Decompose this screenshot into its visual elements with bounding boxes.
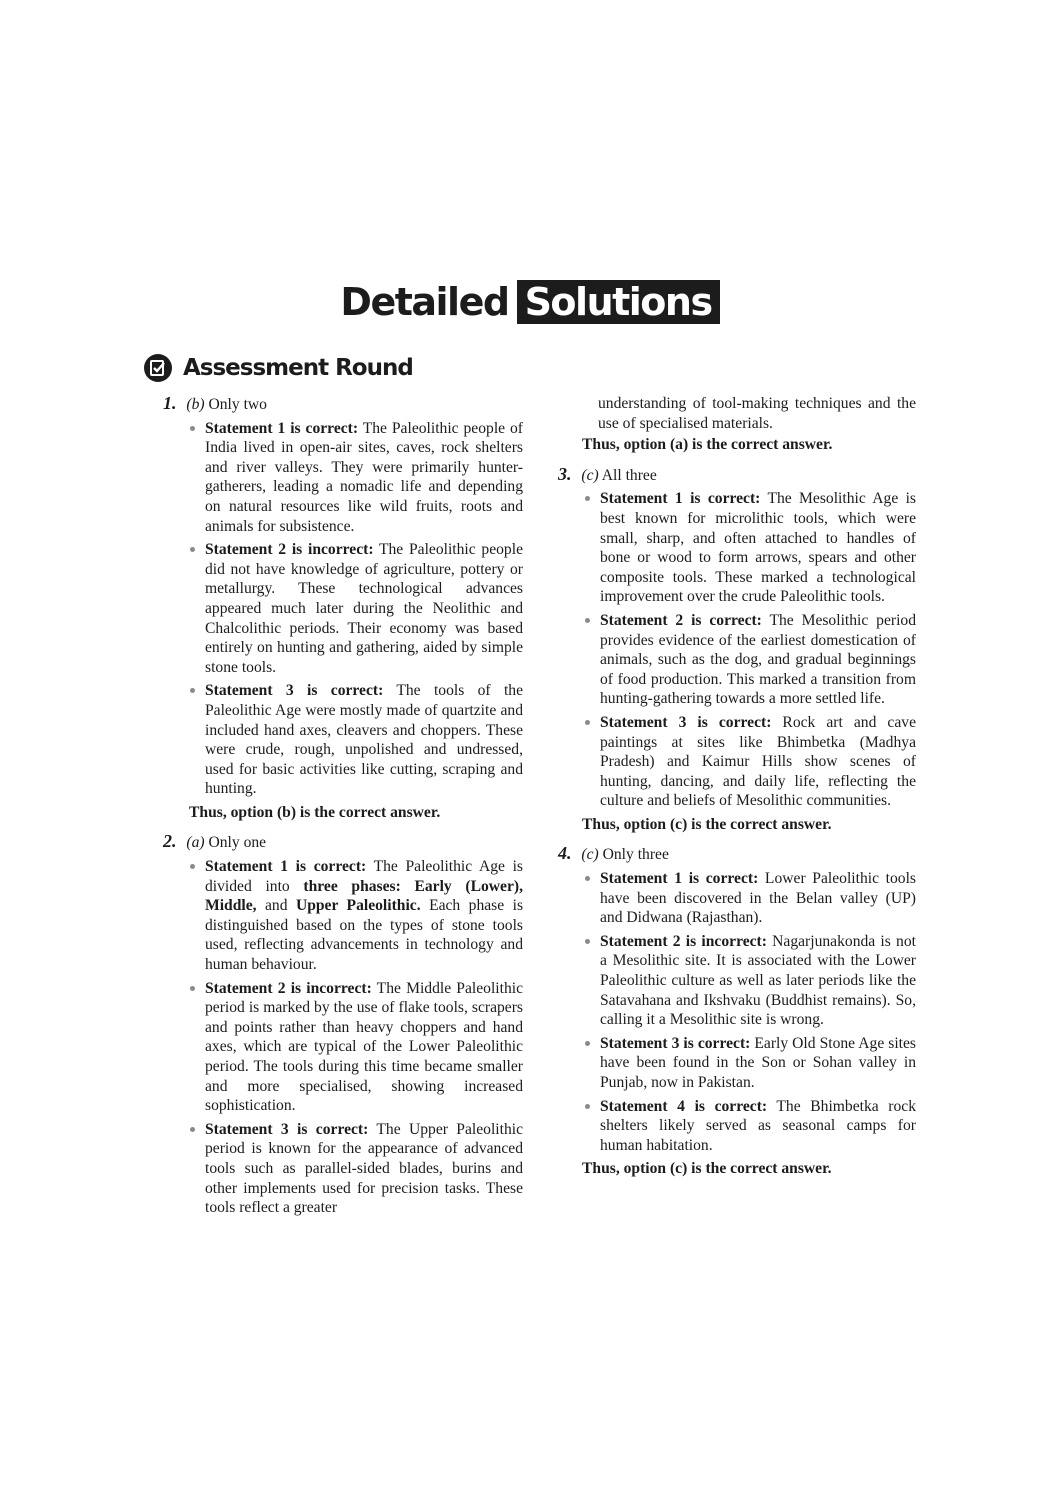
statement-text: The Middle Paleolithic period is marked by the use of flake tools, scrapers and points rather than heavy choppers and hand axes, which are typical of the Lower Paleolithic period. The tools during this time became smaller and more specialised, showing increased sophistication. <box>205 979 523 1115</box>
statement-text: The Mesolithic Age is best known for microlithic tools, which were small, sharp, and often attached to handles of bone or wood to form arrows, spears and other composite tools. These marked a technological improvement over the crude Paleolithic tools. <box>600 490 917 606</box>
statement-text: The Mesolithic period provides evidence of the earliest domestication of animals, such as the dog, and gradual beginnings of food production. This marked a transition from hunting-gathering towards a more settled life. <box>600 611 916 708</box>
answer-text: Only three <box>602 846 669 864</box>
answer-option: (c) <box>581 466 599 484</box>
question-number: 4. <box>558 843 572 864</box>
question-2-header <box>163 832 523 853</box>
list-item <box>600 611 916 709</box>
answer-text: Only one <box>208 834 267 852</box>
statement-text: The Paleolithic people did not have knowledge of agriculture, pottery or metallurgy. These technological advances appeared much later during the Neolithic and Chalcolithic periods. Their economy was based entirely on hunting and gathering, aided by simple stone tools. <box>205 541 523 676</box>
statement-text: and <box>256 897 296 915</box>
phases-bold: three phases: Early (Lower), Middle, <box>205 877 523 915</box>
upper-paleolithic-bold: Upper Paleolithic. <box>295 897 421 915</box>
statement-text: Nagarjunakonda is not a Mesolithic site. It is associated with the Lower Paleolithic culture as well as later periods like the Satavahana and Ikshvaku (Buddhist remains). So, calling it a Mesolithic site is wrong. <box>600 932 916 1029</box>
statement-label: Statement 1 is correct: <box>205 419 359 437</box>
list-item <box>205 1120 523 1218</box>
statement-label: Statement 2 is incorrect: <box>205 541 374 559</box>
question-number: 2. <box>163 831 177 852</box>
title-detailed: Detailed <box>340 280 509 324</box>
statement-label: Statement 3 is correct: <box>205 1120 369 1138</box>
list-item <box>205 681 523 799</box>
question-3 <box>558 465 916 835</box>
list-item <box>600 1034 916 1093</box>
section-title: Assessment Round <box>183 355 413 381</box>
answer-text: Only two <box>208 396 267 413</box>
statement-label: Statement 1 is correct: <box>600 490 761 508</box>
list-item <box>600 932 916 1030</box>
statement-label: Statement 1 is correct: <box>600 870 759 888</box>
checklist-icon <box>143 353 173 383</box>
statement-text: The Upper Paleolithic period is known for the appearance of advanced tools such as parallel-sided blades, burins and other implements used for precision tasks. These tools reflect a greater <box>205 1120 523 1217</box>
question-3-header <box>558 465 916 486</box>
list-item <box>600 713 916 811</box>
list-item <box>205 540 523 677</box>
statement-text: The Paleolithic people of India lived in open-air sites, caves, rock shelters and river valleys. They were primarily hunter-gatherers, leading a nomadic life and depending on natural resources like wild fruits, roots and animals for subsistence. <box>205 419 523 535</box>
question-number: 3. <box>558 463 572 484</box>
conclusion: Thus, option (a) is the correct answer. <box>582 436 833 454</box>
statement-label: Statement 2 is incorrect: <box>600 932 767 950</box>
statement-label: Statement 3 is correct: <box>600 713 772 731</box>
list-item <box>205 857 523 975</box>
conclusion: Thus, option (c) is the correct answer. <box>582 1160 832 1178</box>
question-number: 1. <box>163 393 177 413</box>
answer-option: (a) <box>186 834 205 852</box>
list-item <box>205 979 523 1116</box>
statement-list <box>163 419 523 799</box>
statement-label: Statement 4 is correct: <box>600 1097 768 1115</box>
left-column <box>163 394 523 1222</box>
list-item <box>205 419 523 537</box>
answer-option: (c) <box>581 846 599 864</box>
continued-text: understanding of tool-making techniques and the use of specialised materials. <box>598 395 916 432</box>
question-1-header <box>163 394 523 415</box>
statement-list <box>558 869 916 1155</box>
statement-label: Statement 3 is correct: <box>205 682 384 700</box>
statement-text: The Bhimbetka rock shelters likely served as seasonal camps for human habitation. <box>600 1097 916 1154</box>
statement-text: The Paleolithic Age is divided into <box>205 858 523 895</box>
statement-list <box>558 489 916 811</box>
statement-label: Statement 2 is incorrect: <box>205 979 372 997</box>
title-solutions: Solutions <box>517 280 720 324</box>
statement-text: Each phase is distinguished based on the types of stone tools used, reflecting advancements in technology and human behaviour. <box>205 897 524 974</box>
answer-text: All three <box>601 466 657 484</box>
section-header <box>143 350 413 386</box>
conclusion: Thus, option (b) is the correct answer. <box>189 803 441 821</box>
statement-label: Statement 1 is correct: <box>205 858 367 876</box>
question-4 <box>558 844 916 1179</box>
statement-label: Statement 2 is correct: <box>600 611 762 629</box>
list-item <box>600 489 916 607</box>
question-1 <box>163 394 523 822</box>
conclusion: Thus, option (c) is the correct answer. <box>582 815 832 833</box>
right-column <box>558 394 916 1189</box>
list-item <box>600 1097 916 1156</box>
statement-text: Lower Paleolithic tools have been discovered in the Belan valley (UP) and Didwana (Rajasthan). <box>600 870 916 927</box>
statement-label: Statement 3 is correct: <box>600 1034 751 1052</box>
list-item <box>600 869 916 928</box>
question-2 <box>163 832 523 1217</box>
statement-text: The tools of the Paleolithic Age were mostly made of quartzite and included hand axes, cleavers and choppers. These were crude, rough, unpolished and undressed, used for basic activities like cutting, scraping and hunting. <box>205 682 523 798</box>
statement-list <box>163 857 523 1218</box>
answer-option: (b) <box>186 396 205 413</box>
question-4-header <box>558 844 916 865</box>
page-title <box>0 280 1060 324</box>
statement-text: Rock art and cave paintings at sites like Bhimbetka (Madhya Pradesh) and Kaimur Hills show scenes of hunting, dancing, and daily life, reflecting the culture and beliefs of Mesolithic communities. <box>600 713 916 810</box>
statement-text: Early Old Stone Age sites have been found in the Son or Sohan valley in Punjab, now in Pakistan. <box>600 1034 917 1091</box>
